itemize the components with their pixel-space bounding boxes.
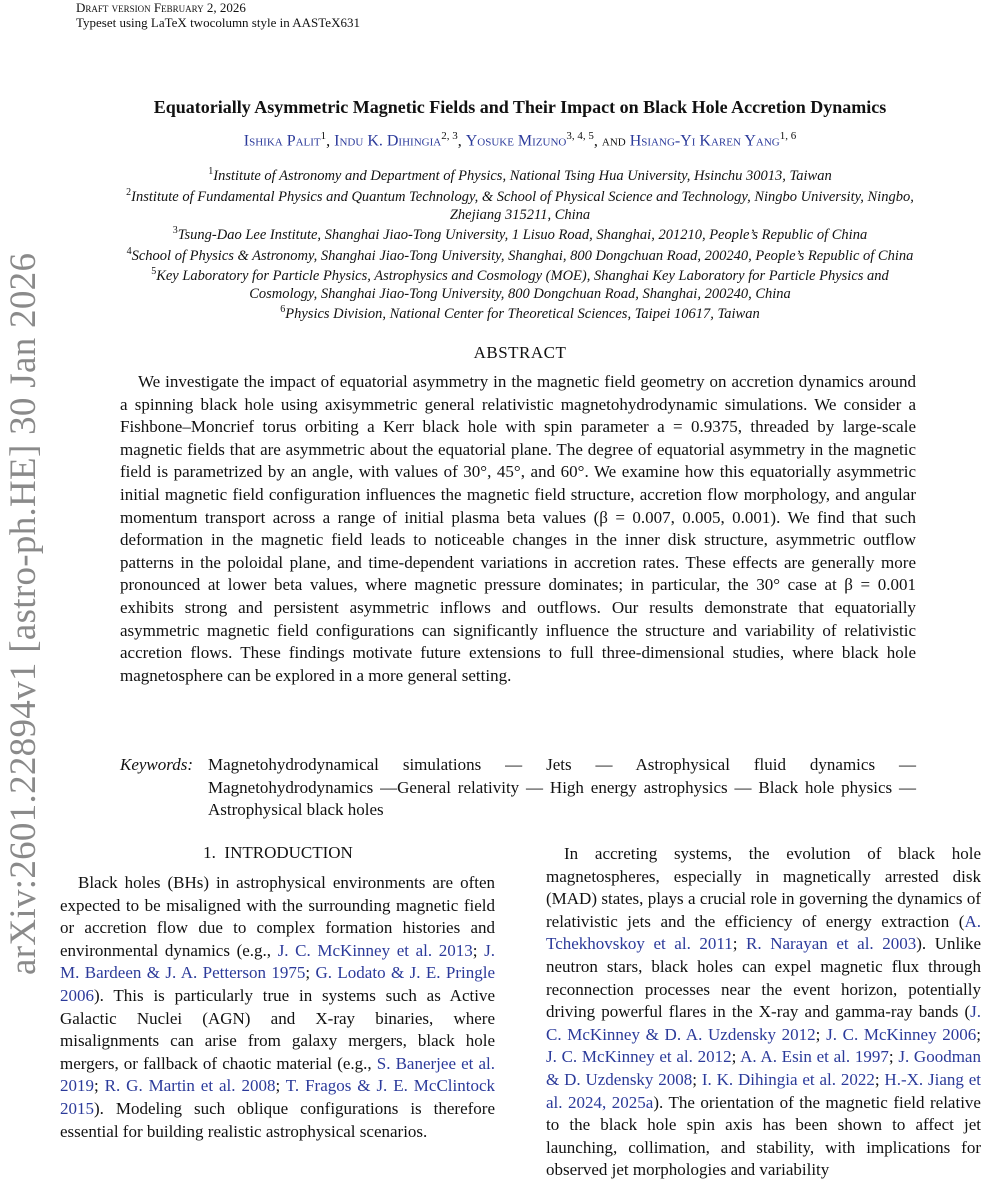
affiliation-sup: 4: [126, 246, 132, 257]
draft-version-line: Draft version February 2, 2026: [76, 0, 246, 15]
citation-link[interactable]: R. G. Martin et al. 2008: [104, 1076, 276, 1096]
paragraph-text: ). This is particularly true in systems such as Active Galactic Nuclei (AGN) and X-ray binaries, where misalignments can arise from galaxy mergers, black hole mergers, or fallback of chaotic material (e.g.,: [60, 985, 495, 1073]
citation-link[interactable]: J. C. McKinney & D. A. Uzdensky 2012: [546, 1002, 981, 1044]
paragraph-text: ;: [472, 940, 485, 960]
affiliation-sup: 1: [208, 166, 214, 177]
paragraph-text: In accreting systems, the evolution of black hole magnetospheres, especially in magnetically arrested disk (MAD) states, plays a crucial role in governing the dynamics of relativistic jets and the efficiency of energy extraction (: [546, 844, 981, 931]
author-list: Ishika Palit$^1$, Indu K. Dihingia$^{2, 3}$, Yosuke Mizuno$^{3, 4, 5}$, and Hsiang-Yi Karen Yang$^{1, 6}$: [243, 130, 797, 150]
abstract-text: We investigate the impact of equatorial asymmetry in the magnetic field geometry on accretion dynamics around a spinning black hole using axisymmetric general relativistic magnetohydrodynamic simulations. We consider a Fishbone–Moncrief torus orbiting a Kerr black hole with spin parameter a = 0.9375, threaded by large-scale magnetic fields that are asymmetric about the equatorial plane. The degree of equatorial asymmetry in the magnetic field is parametrized by an angle, with values of 30°, 45°, and 60°. We examine how this equatorially asymmetric initial magnetic field configuration influences the magnetic field structure, accretion flow morphology, and angular momentum transport across a range of initial plasma beta values (β = 0.007, 0.005, 0.001). We find that such deformation in the magnetic field leads to noticeable changes in the inner disk structure, asymmetric outflow patterns in the poloidal plane, and time-dependent variations in accretion rates. These effects are generally more pronounced at lower beta values, where magnetic pressure dominates; in particular, the 30° case at β = 0.001 exhibits strong and persistent asymmetric inflows and outflows. Our results demonstrate that equatorially asymmetric magnetic field configurations can significantly influence the structure and variability of relativistic accretion flows. These findings motivate future extensions to full three-dimensional studies, where black hole magnetosphere can be explored in a more general setting.: [120, 372, 916, 685]
typeset-line: Typeset using LaTeX twocolumn style in AASTeX631: [76, 15, 360, 30]
affiliation-text: Zhejiang 315211, China: [449, 206, 591, 223]
affiliation-sup: 5: [151, 266, 157, 277]
citation-link[interactable]: T. Fragos & J. E. McClintock 2015: [60, 1076, 496, 1118]
paragraph-text: ;: [305, 963, 316, 983]
paragraph-text: ). Modeling such oblique configurations is therefore essential for building realistic astrophysical scenarios.: [60, 1098, 495, 1141]
paragraph-text: ;: [888, 1047, 899, 1067]
affiliation-text: Physics Division, National Center for Theoretical Sciences, Taipei 10617, Taiwan: [285, 305, 760, 322]
author-link[interactable]: Ishika Palit: [243, 132, 321, 150]
citation-link[interactable]: J. C. McKinney et al. 2013: [277, 940, 473, 960]
section-heading-introduction: [60, 843, 496, 863]
affiliation-text: Tsung-Dao Lee Institute, Shanghai Jiao-Tong University, 1 Lisuo Road, Shanghai, 201210, People’s Republic of China: [177, 226, 868, 243]
affiliation-text: Key Laboratory for Particle Physics, Astrophysics and Cosmology (MOE), Shanghai Key Laboratory for Particle Physics and: [156, 267, 889, 284]
author-affil-sup: 3, 4, 5: [566, 130, 594, 142]
paragraph-text: ;: [874, 1069, 885, 1089]
citation-link[interactable]: S. Banerjee et al. 2019: [60, 1053, 495, 1096]
author-affil-sup: 2, 3: [441, 130, 458, 142]
citation-link[interactable]: J. C. McKinney 2006: [826, 1024, 977, 1044]
keywords-block: [120, 754, 916, 822]
paragraph-text: ;: [692, 1069, 702, 1089]
right-column-paragraph: [546, 843, 981, 1182]
affiliation-text: School of Physics & Astronomy, Shanghai Jiao-Tong University, Shanghai, 800 Dongchuan Road, 200240, People’s Republic of China: [131, 247, 914, 264]
author-and: and: [601, 132, 626, 150]
author-affil-sup: 1: [320, 130, 327, 142]
affiliation-3: [60, 222, 980, 244]
citation-link[interactable]: A. Tchekhovskoy et al. 2011: [546, 911, 981, 954]
citation-link[interactable]: A. A. Esin et al. 1997: [740, 1047, 889, 1067]
author-link[interactable]: Indu K. Dihingia: [334, 132, 442, 150]
affiliation-sup: 6: [280, 304, 286, 315]
affiliation-text: Cosmology, Shanghai Jiao-Tong University, 800 Dongchuan Road, Shanghai, 200240, China: [249, 285, 791, 302]
citation-link[interactable]: G. Lodato & J. E. Pringle 2006: [60, 963, 495, 1005]
paragraph-text: ). The orientation of the magnetic field relative to the black hole spin axis has been shown to affect jet launching, collimation, and stability, with implications for observed jet morphologies and variability: [546, 1092, 981, 1180]
citation-link[interactable]: J. M. Bardeen & J. A. Petterson 1975: [60, 940, 495, 983]
affiliation-6: [60, 301, 980, 323]
paragraph-text: ;: [732, 934, 747, 954]
author-link[interactable]: Hsiang-Yi Karen Yang: [629, 132, 780, 150]
paragraph-text: ;: [731, 1047, 741, 1067]
affiliation-1: [60, 163, 980, 185]
section-number: 1.: [203, 843, 216, 862]
affiliation-4: [60, 243, 980, 265]
paragraph-text: ;: [815, 1024, 827, 1044]
affiliation-text: Institute of Fundamental Physics and Quantum Technology, & School of Physical Science and Technology, Ningbo University, Ningbo,: [131, 188, 914, 205]
citation-link[interactable]: R. Narayan et al. 2003: [746, 934, 917, 954]
abstract-heading: ABSTRACT: [473, 343, 567, 362]
citation-link[interactable]: J. Goodman & D. Uzdensky 2008: [546, 1047, 981, 1089]
affiliation-2: [60, 184, 980, 224]
citation-link[interactable]: J. C. McKinney et al. 2012: [546, 1047, 732, 1067]
paragraph-text: ;: [976, 1024, 981, 1044]
author-affil-sup: 1, 6: [779, 130, 797, 142]
affiliation-text: Institute of Astronomy and Department of Physics, National Tsing Hua University, Hsinchu 30013, Taiwan: [213, 167, 832, 184]
paragraph-text: Black holes (BHs) in astrophysical environments are often expected to be misaligned with the surrounding magnetic field or accretion flow due to complex formation histories and environmental dynamics (e.g.,: [60, 873, 495, 960]
section-title: INTRODUCTION: [224, 843, 353, 862]
affiliation-sup: 2: [126, 187, 132, 198]
keywords-label: Keywords:: [120, 755, 194, 774]
left-column-paragraph: [60, 872, 495, 1143]
paragraph-text: ;: [94, 1076, 105, 1096]
keywords-text: Magnetohydrodynamical simulations — Jets — Astrophysical fluid dynamics — Magnetohydrodynamics —General relativity — High energy astrophysics — Black hole physics — Astrophysical black holes: [208, 755, 916, 820]
citation-link[interactable]: I. K. Dihingia et al. 2022: [701, 1069, 875, 1089]
arxiv-identifier[interactable]: arXiv:2601.22894v1 [astro-ph.HE] 30 Jan 2026: [3, 252, 44, 975]
citation-link[interactable]: H.-X. Jiang et al. 2024, 2025a: [546, 1069, 981, 1112]
paragraph-text: ). Unlike neutron stars, black holes can expel magnetic flux through reconnection processes near the event horizon, potentially driving powerful flares in the X-ray and gamma-ray bands (: [546, 934, 981, 1022]
paper-title: Equatorially Asymmetric Magnetic Fields and Their Impact on Black Hole Accretion Dynamics: [153, 97, 887, 117]
author-link[interactable]: Yosuke Mizuno: [465, 132, 567, 150]
affiliation-5: [60, 263, 980, 303]
paragraph-text: ;: [275, 1076, 286, 1096]
affiliation-sup: 3: [172, 225, 178, 236]
